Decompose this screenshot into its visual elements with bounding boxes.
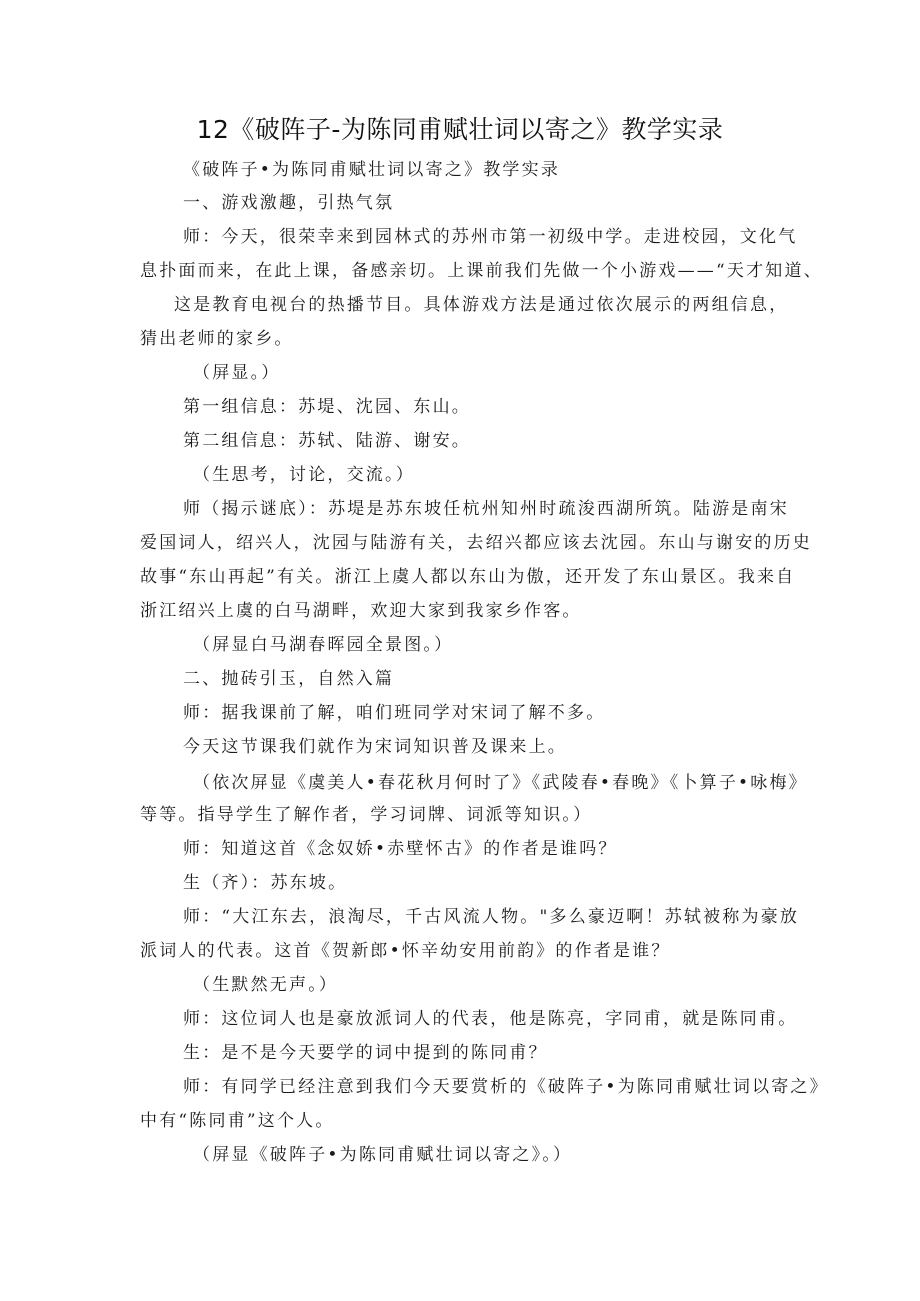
paragraph-line: 派词人的代表。这首《贺新郎•怀辛幼安用前韵》的作者是谁？ xyxy=(140,941,671,961)
document-title: 12《破阵子-为陈同甫赋壮词以寄之》教学实录 xyxy=(196,115,724,144)
paragraph-line: 第一组信息：苏堤、沈园、东山。 xyxy=(183,397,471,417)
paragraph-line: 故事“东山再起”有关。浙江上虞人都以东山为傲，还开发了东山景区。我来自 xyxy=(140,567,796,587)
paragraph-line: 师：据我课前了解，咱们班同学对宋词了解不多。 xyxy=(183,703,606,723)
paragraph-line: 等等。指导学生了解作者，学习词牌、词派等知识。） xyxy=(140,805,593,825)
paragraph-line: （屏显《破阵子•为陈同甫赋壮词以寄之》。） xyxy=(193,1145,573,1165)
paragraph-line: 师：知道这首《念奴娇•赤壁怀古》的作者是谁吗？ xyxy=(183,839,618,859)
paragraph-line: （生默然无声。） xyxy=(193,975,339,995)
paragraph-line: 息扑面而来，在此上课，备感亲切。上课前我们先做一个小游戏——“天才知道、 xyxy=(140,261,823,281)
paragraph-line: 今天这节课我们就作为宋词知识普及课来上。 xyxy=(183,737,567,757)
paragraph-line: 生（齐）：苏东坡。 xyxy=(183,873,348,893)
paragraph-line: 爱国词人，绍兴人，沈园与陆游有关，去绍兴都应该去沈园。东山与谢安的历史 xyxy=(140,533,812,553)
paragraph-line: （生思考，讨论，交流。） xyxy=(193,465,415,485)
paragraph-line: （依次屏显《虞美人•春花秋月何时了》《武陵春•春晚》《卜算子•咏梅》 xyxy=(193,773,808,793)
subtitle-line: 《破阵子•为陈同甫赋壮词以寄之》教学实录 xyxy=(183,160,561,180)
paragraph-line: 第二组信息：苏轼、陆游、谢安。 xyxy=(183,431,471,451)
section-heading: 二、抛砖引玉，自然入篇 xyxy=(183,669,395,689)
paragraph-line: 师：今天，很荣幸来到园林式的苏州市第一初级中学。走进校园，文化气 xyxy=(183,227,798,247)
paragraph-line: 师：这位词人也是豪放派词人的代表，他是陈亮，字同甫，就是陈同甫。 xyxy=(183,1009,798,1029)
paragraph-line: （屏显。） xyxy=(193,363,281,383)
paragraph-line: 师：有同学已经注意到我们今天要赏析的《破阵子•为陈同甫赋壮词以寄之》 xyxy=(183,1077,829,1097)
paragraph-line: 生：是不是今天要学的词中提到的陈同甫？ xyxy=(183,1043,548,1063)
paragraph-line: 中有“陈同甫”这个人。 xyxy=(140,1111,335,1131)
paragraph-line: 猜出老师的家乡。 xyxy=(140,329,294,349)
section-heading: 一、游戏激趣，引热气氛 xyxy=(183,193,395,213)
paragraph-line: （屏显白马湖春晖园全景图。） xyxy=(193,635,454,655)
paragraph-line: 这是教育电视台的热播节目。具体游戏方法是通过依次展示的两组信息， xyxy=(174,295,789,315)
paragraph-line: 师（揭示谜底）：苏堤是苏东坡任杭州知州时疏浚西湖所筑。陆游是南宋 xyxy=(183,499,789,519)
paragraph-line: 师：“大江东去，浪淘尽，千古风流人物。"多么豪迈啊！苏轼被称为豪放 xyxy=(183,907,800,927)
paragraph-line: 浙江绍兴上虞的白马湖畔，欢迎大家到我家乡作客。 xyxy=(140,601,582,621)
